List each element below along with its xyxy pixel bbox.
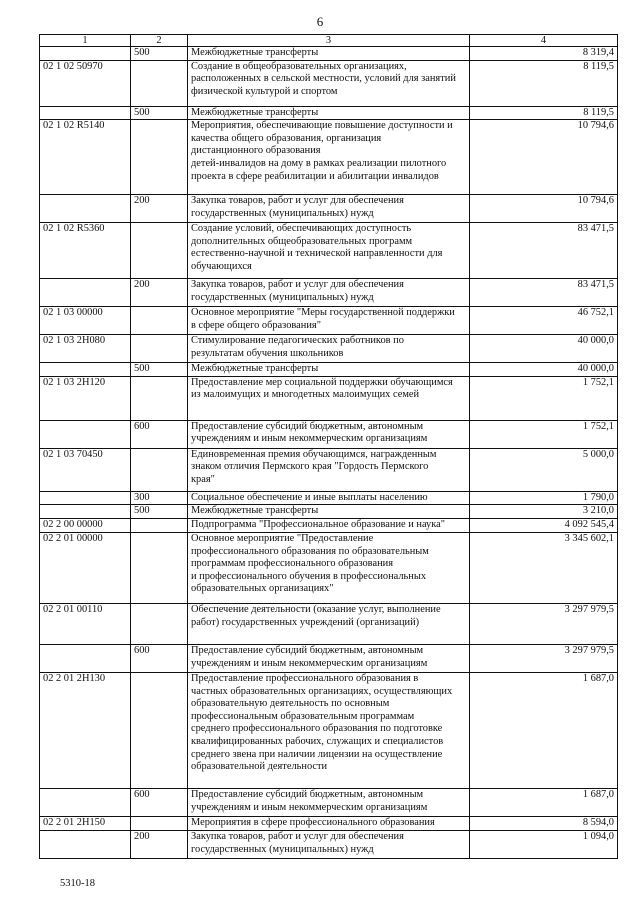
row-expense-type-cell xyxy=(131,120,188,195)
row-sum-cell: 40 000,0 xyxy=(470,363,618,377)
row-sum-cell: 3 297 979,5 xyxy=(470,603,618,644)
row-sum-cell: 8 319,4 xyxy=(470,47,618,61)
row-sum-cell: 8 119,5 xyxy=(470,60,618,106)
row-name-cell: Предоставление профессионального образования в частных образовательных организациях, осуществляющих образовательную деятельность по основным профессиональным образовательным программам среднего профессионального образования по подготовке квалифицированных рабочих, служащих и специалистов среднего звена при наличии лицензии на осуществление образовательной деятельности xyxy=(188,672,470,788)
table-row xyxy=(40,448,618,491)
row-code-cell xyxy=(40,788,131,816)
row-code-cell xyxy=(40,279,131,307)
row-code-cell: 02 2 01 00000 xyxy=(40,532,131,603)
row-expense-type-cell xyxy=(131,518,188,532)
column-header: 1 xyxy=(40,35,131,47)
row-sum-cell: 3 210,0 xyxy=(470,505,618,519)
row-code-cell xyxy=(40,505,131,519)
row-code-cell xyxy=(40,47,131,61)
row-code-cell: 02 2 01 2Н130 xyxy=(40,672,131,788)
row-expense-type-cell: 500 xyxy=(131,47,188,61)
column-header: 2 xyxy=(131,35,188,47)
row-expense-type-cell: 600 xyxy=(131,420,188,448)
row-sum-cell: 10 794,6 xyxy=(470,120,618,195)
row-code-cell: 02 2 01 2Н150 xyxy=(40,816,131,830)
table-row xyxy=(40,47,618,61)
row-code-cell xyxy=(40,106,131,120)
row-name-cell: Основное мероприятие "Предоставление профессионального образования по образовательным программам профессионального образования и профессионального обучения в профессиональных образовательных организациях" xyxy=(188,532,470,603)
row-expense-type-cell xyxy=(131,376,188,420)
budget-table xyxy=(39,34,618,859)
table-row xyxy=(40,532,618,603)
table-row xyxy=(40,279,618,307)
row-sum-cell: 1 752,1 xyxy=(470,420,618,448)
row-expense-type-cell: 500 xyxy=(131,106,188,120)
table-row xyxy=(40,195,618,223)
row-code-cell xyxy=(40,644,131,672)
row-expense-type-cell: 200 xyxy=(131,279,188,307)
row-sum-cell: 8 119,5 xyxy=(470,106,618,120)
row-name-cell: Предоставление субсидий бюджетным, автономным учреждениям и иным некоммерческим организациям xyxy=(188,644,470,672)
row-sum-cell: 1 790,0 xyxy=(470,491,618,505)
row-name-cell: Межбюджетные трансферты xyxy=(188,106,470,120)
column-header: 4 xyxy=(470,35,618,47)
row-sum-cell: 1 687,0 xyxy=(470,788,618,816)
row-expense-type-cell xyxy=(131,307,188,335)
row-name-cell: Закупка товаров, работ и услуг для обеспечения государственных (муниципальных) нужд xyxy=(188,279,470,307)
row-name-cell: Создание в общеобразовательных организациях, расположенных в сельской местности, условий для занятий физической культурой и спортом xyxy=(188,60,470,106)
row-name-cell: Обеспечение деятельности (оказание услуг, выполнение работ) государственных учреждений (организаций) xyxy=(188,603,470,644)
row-sum-cell: 3 345 602,1 xyxy=(470,532,618,603)
table-row xyxy=(40,223,618,279)
row-name-cell: Закупка товаров, работ и услуг для обеспечения государственных (муниципальных) нужд xyxy=(188,830,470,858)
row-name-cell: Закупка товаров, работ и услуг для обеспечения государственных (муниципальных) нужд xyxy=(188,195,470,223)
row-expense-type-cell: 200 xyxy=(131,830,188,858)
row-expense-type-cell: 300 xyxy=(131,491,188,505)
row-code-cell xyxy=(40,491,131,505)
row-expense-type-cell: 600 xyxy=(131,788,188,816)
row-expense-type-cell xyxy=(131,335,188,363)
row-code-cell: 02 1 03 70450 xyxy=(40,448,131,491)
table-row xyxy=(40,120,618,195)
table-row xyxy=(40,830,618,858)
row-code-cell xyxy=(40,363,131,377)
document-code: 5310-18 xyxy=(60,878,95,889)
row-sum-cell: 5 000,0 xyxy=(470,448,618,491)
row-expense-type-cell: 500 xyxy=(131,363,188,377)
row-expense-type-cell xyxy=(131,60,188,106)
row-expense-type-cell: 600 xyxy=(131,644,188,672)
row-code-cell: 02 1 02 R5360 xyxy=(40,223,131,279)
row-name-cell: Предоставление субсидий бюджетным, автономным учреждениям и иным некоммерческим организациям xyxy=(188,788,470,816)
row-name-cell: Мероприятия, обеспечивающие повышение доступности и качества общего образования, организация дистанционного образования детей-инвалидов на дому в рамках реализации пилотного проекта в сфере реабилитации и абилитации инвалидов xyxy=(188,120,470,195)
table-row xyxy=(40,672,618,788)
row-expense-type-cell: 200 xyxy=(131,195,188,223)
row-code-cell: 02 1 02 R5140 xyxy=(40,120,131,195)
table-row xyxy=(40,106,618,120)
table-header-row xyxy=(40,35,618,47)
row-name-cell: Создание условий, обеспечивающих доступность дополнительных общеобразовательных программ естественно-научной и технической направленности для обучающихся xyxy=(188,223,470,279)
table-row xyxy=(40,491,618,505)
row-sum-cell: 10 794,6 xyxy=(470,195,618,223)
table-row xyxy=(40,816,618,830)
row-name-cell: Предоставление мер социальной поддержки обучающимся из малоимущих и многодетных малоимущих семей xyxy=(188,376,470,420)
row-code-cell: 02 2 00 00000 xyxy=(40,518,131,532)
table-row xyxy=(40,788,618,816)
row-name-cell: Мероприятия в сфере профессионального образования xyxy=(188,816,470,830)
table-row xyxy=(40,376,618,420)
row-name-cell: Предоставление субсидий бюджетным, автономным учреждениям и иным некоммерческим организациям xyxy=(188,420,470,448)
table-row xyxy=(40,603,618,644)
row-expense-type-cell xyxy=(131,448,188,491)
row-expense-type-cell xyxy=(131,532,188,603)
row-code-cell: 02 2 01 00110 xyxy=(40,603,131,644)
table-row xyxy=(40,363,618,377)
row-expense-type-cell xyxy=(131,223,188,279)
row-name-cell: Стимулирование педагогических работников по результатам обучения школьников xyxy=(188,335,470,363)
row-sum-cell: 1 752,1 xyxy=(470,376,618,420)
row-name-cell: Единовременная премия обучающимся, награжденным знаком отличия Пермского края "Гордость Пермского края" xyxy=(188,448,470,491)
row-sum-cell: 1 094,0 xyxy=(470,830,618,858)
row-sum-cell: 1 687,0 xyxy=(470,672,618,788)
table-row xyxy=(40,644,618,672)
row-expense-type-cell xyxy=(131,816,188,830)
row-name-cell: Межбюджетные трансферты xyxy=(188,505,470,519)
row-sum-cell: 3 297 979,5 xyxy=(470,644,618,672)
row-sum-cell: 83 471,5 xyxy=(470,279,618,307)
row-name-cell: Основное мероприятие "Меры государственной поддержки в сфере общего образования" xyxy=(188,307,470,335)
table-row xyxy=(40,60,618,106)
row-sum-cell: 83 471,5 xyxy=(470,223,618,279)
row-name-cell: Межбюджетные трансферты xyxy=(188,363,470,377)
row-code-cell: 02 1 03 00000 xyxy=(40,307,131,335)
row-expense-type-cell xyxy=(131,603,188,644)
row-expense-type-cell xyxy=(131,672,188,788)
table-row xyxy=(40,335,618,363)
column-header: 3 xyxy=(188,35,470,47)
row-code-cell: 02 1 02 50970 xyxy=(40,60,131,106)
row-code-cell xyxy=(40,420,131,448)
row-code-cell: 02 1 03 2Н120 xyxy=(40,376,131,420)
table-row xyxy=(40,420,618,448)
row-sum-cell: 40 000,0 xyxy=(470,335,618,363)
row-sum-cell: 4 092 545,4 xyxy=(470,518,618,532)
table-row xyxy=(40,307,618,335)
table-row xyxy=(40,505,618,519)
page-number: 6 xyxy=(316,14,324,29)
row-code-cell xyxy=(40,195,131,223)
row-name-cell: Социальное обеспечение и иные выплаты населению xyxy=(188,491,470,505)
row-name-cell: Межбюджетные трансферты xyxy=(188,47,470,61)
table-row xyxy=(40,518,618,532)
row-expense-type-cell: 500 xyxy=(131,505,188,519)
row-sum-cell: 46 752,1 xyxy=(470,307,618,335)
row-sum-cell: 8 594,0 xyxy=(470,816,618,830)
row-name-cell: Подпрограмма "Профессиональное образование и наука" xyxy=(188,518,470,532)
row-code-cell: 02 1 03 2Н080 xyxy=(40,335,131,363)
row-code-cell xyxy=(40,830,131,858)
